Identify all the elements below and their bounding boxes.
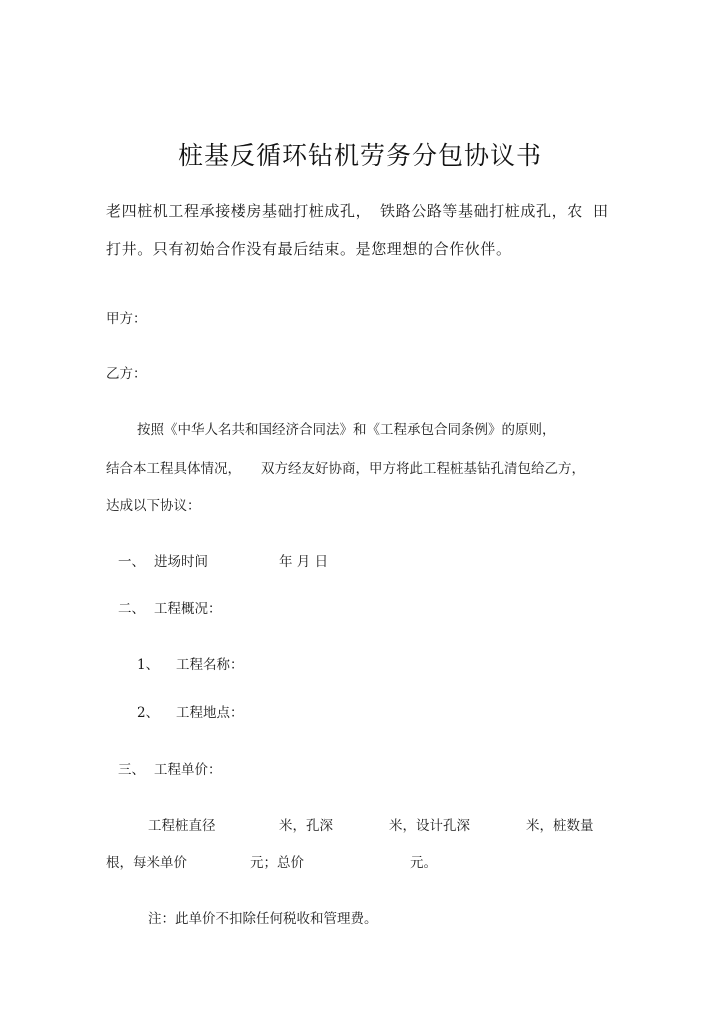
section-3-number: 三、 xyxy=(118,762,145,778)
preamble-line-3: 达成以下协议： xyxy=(106,498,201,514)
intro-line-2: 打井。只有初始合作没有最后结束。是您理想的合作伙伴。 xyxy=(106,240,512,258)
price-text-a: 工程桩直径 xyxy=(148,818,216,834)
section-2-label: 工程概况： xyxy=(154,601,222,617)
price-note: 注：此单价不扣除任何税收和管理费。 xyxy=(148,911,378,927)
section-2-1-label: 工程名称： xyxy=(176,657,244,673)
section-1-date: 年 月 日 xyxy=(279,554,329,570)
price-text-e: 根，每米单价 xyxy=(106,855,187,871)
preamble-line-1: 按照《中华人名共和国经济合同法》和《工程承包合同条例》的原则， xyxy=(137,422,556,438)
preamble-line-2b: 双方经友好协商，甲方将此工程桩基钻孔清包给乙方， xyxy=(261,461,585,477)
section-1-label: 进场时间 xyxy=(154,554,208,570)
intro-line-1b: 铁路公路等基础打桩成孔，农 xyxy=(380,202,583,220)
section-2-1-number: 1、 xyxy=(137,657,160,673)
intro-line-1c: 田 xyxy=(593,202,609,220)
section-2-number: 二、 xyxy=(118,601,145,617)
price-text-d: 米，桩数量 xyxy=(526,818,594,834)
preamble-line-2a: 结合本工程具体情况， xyxy=(106,461,241,477)
price-text-c: 米，设计孔深 xyxy=(389,818,470,834)
section-3-label: 工程单价： xyxy=(154,762,222,778)
document-title: 桩基反循环钻机劳务分包协议书 xyxy=(178,141,543,170)
party-a-label: 甲方： xyxy=(106,311,147,327)
price-text-b: 米，孔深 xyxy=(279,818,333,834)
section-2-2-number: 2、 xyxy=(137,705,160,721)
price-text-g: 元。 xyxy=(410,855,437,871)
section-1-number: 一、 xyxy=(118,554,145,570)
price-text-f: 元；总价 xyxy=(250,855,304,871)
section-2-2-label: 工程地点： xyxy=(176,705,244,721)
party-b-label: 乙方： xyxy=(106,366,147,382)
intro-line-1a: 老四桩机工程承接楼房基础打桩成孔， xyxy=(106,202,372,220)
